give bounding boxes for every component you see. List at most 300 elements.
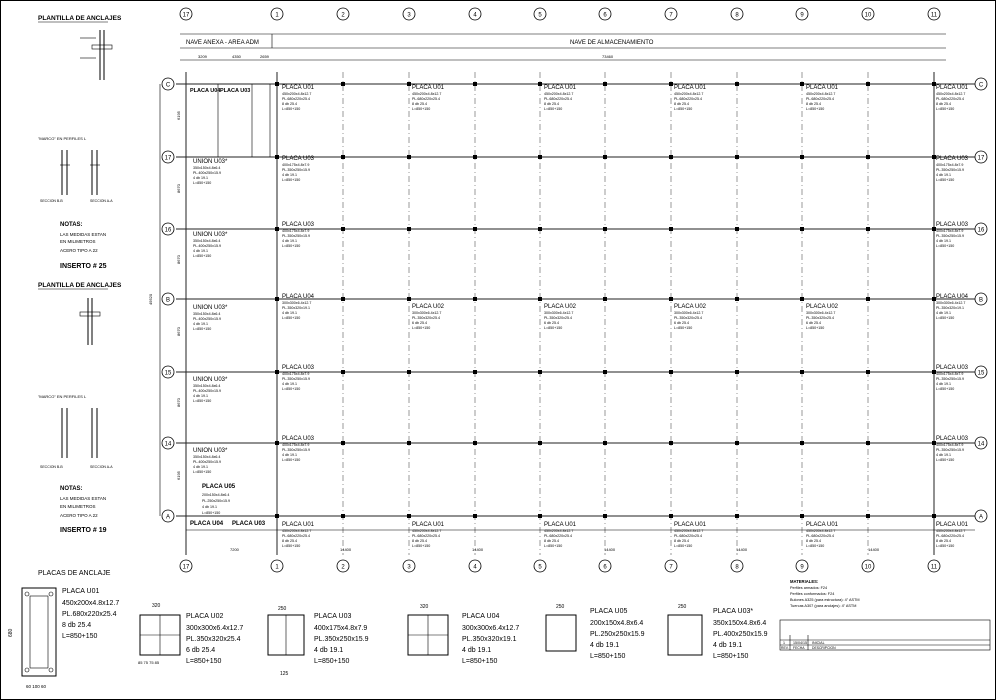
column-node [407,514,411,518]
axis-row-label: 16 [164,227,172,234]
column-node [603,227,607,231]
plate-bottom-title: PLACA U01 [806,522,839,528]
axis-row-label: A [978,514,984,521]
axis-row-label: B [165,297,171,304]
plate-top-title: PLACA U01 [544,85,577,91]
plate-u03-l3: 4 db 19.1 [282,453,297,457]
plate-top-l1: 450x200x4.8x12.7 [544,92,574,96]
plate-u03-l3: 4 db 19.1 [282,239,297,243]
plan-title-1: PLANTILLA DE ANCLAJES [38,15,122,22]
dim-left-total: 49520 [148,293,153,305]
column-node [473,370,477,374]
column-node [735,514,739,518]
plate-u03-l2: PL.350x250x15.9 [282,377,310,381]
plate-u03-r-l3: 4 db 19.1 [936,382,951,386]
column-node [735,155,739,159]
axis-column-label: 11 [930,564,938,571]
dim-bottom: 14400 [868,547,880,552]
legend-item-l1: 300x300x6.4x12.7 [186,625,244,632]
union-l1: 350x150x4.8x6.4 [193,239,221,243]
dim-bottom: 14400 [340,547,352,552]
axis-column-label: 5 [538,12,542,19]
legend-item-l2: PL.680x220x25.4 [62,611,117,618]
legend-dim-320b: 320 [420,604,429,610]
column-node [800,441,804,445]
dim-bottom: 14400 [736,547,748,552]
plate-u03-r-l2: PL.350x250x15.9 [936,377,964,381]
plate-bottom-l1: 450x200x4.8x12.7 [412,529,442,533]
union-l3: 4 db 19.1 [193,249,208,253]
plate-bottom-l4: L=850+150 [282,544,301,548]
axis-row-label: 17 [164,155,172,162]
axis-column-label: 4 [473,12,477,19]
legend-item-l1: 300x300x6.4x12.7 [462,625,520,632]
union-l1: 350x150x4.8x6.4 [193,166,221,170]
column-node [603,441,607,445]
column-node [538,155,542,159]
tb-date: 15/04/15 [793,641,807,645]
plate-u04-r-l2: PL.350x320x19.1 [936,306,964,310]
plate-top-l4: L=850+150 [806,107,825,111]
legend-dim-sub: 60 100 60 [26,684,47,689]
plate-bottom-l2: PL.680x220x25.4 [412,534,440,538]
plate-u03-r-l3: 4 db 19.1 [936,239,951,243]
union-title: UNION U03* [193,305,228,311]
column-node [538,514,542,518]
axis-column-label: 9 [800,12,804,19]
plate-top-l4: L=850+150 [412,107,431,111]
column-node [866,297,870,301]
plate-bottom-l2: PL.680x220x25.4 [544,534,572,538]
axis-row-label: 17 [977,155,985,162]
union-l1: 350x150x4.8x6.4 [193,384,221,388]
plate-top-l2: PL.680x220x25.4 [936,97,964,101]
zone-main-label: NAVE DE ALMACENAMIENTO [570,40,654,46]
plate-u03-l1: 400x175x4.8x7.9 [282,443,310,447]
legend-dim-125: 125 [280,671,289,677]
plate-bottom-l1: 450x200x4.8x12.7 [806,529,836,533]
plate-u03-l1: 400x175x4.8x7.9 [282,163,310,167]
plate-mid-l2: PL.350x320x25.4 [806,316,834,320]
plate-bottom-l4: L=850+150 [674,544,693,548]
annex-u04-label: PLACA U04 [190,88,221,94]
axis-column-label: 17 [182,12,190,19]
plate-top-l4: L=850+150 [936,107,955,111]
union-l2: PL.400x250x15.9 [193,171,221,175]
axis-column-label: 10 [864,564,872,571]
annex-u05-l2: PL.250x250x15.9 [202,499,230,503]
column-node [800,297,804,301]
legend-item-l1: 200x150x4.8x6.4 [590,620,644,627]
plate-u03-r-l4: L=850+150 [936,244,955,248]
axis-column-label: 2 [341,12,345,19]
column-node [800,155,804,159]
plate-u03-l4: L=850+150 [282,387,301,391]
axis-column-label: 3 [407,12,411,19]
dim-top-1: 4350 [232,54,241,59]
column-node [538,297,542,301]
axis-column-label: 4 [473,564,477,571]
column-node [800,370,804,374]
dim-bottom: 14400 [604,547,616,552]
column-node [473,441,477,445]
plate-bottom-l2: PL.680x220x25.4 [674,534,702,538]
plate-u03-l2: PL.350x250x15.9 [282,168,310,172]
column-node [866,514,870,518]
legend-item-l4: L=850+150 [462,658,498,665]
column-node [275,155,279,159]
column-node [669,441,673,445]
note-2b: EN MILIMETROS [60,504,96,509]
column-node [473,82,477,86]
plate-bottom-title: PLACA U01 [282,522,315,528]
plate-u03-r-l2: PL.350x250x15.9 [936,168,964,172]
union-title: UNION U03* [193,448,228,454]
plate-bottom-l1: 450x200x4.8x12.7 [674,529,704,533]
column-node [603,370,607,374]
plate-u03-l3: 4 db 19.1 [282,382,297,386]
plate-top-title: PLACA U01 [282,85,315,91]
legend-item-title: PLACA U05 [590,608,628,615]
plate-top-l3: 8 db 25.4 [674,102,689,106]
plate-u03-title: PLACA U03 [282,436,315,442]
plate-top-title: PLACA U01 [674,85,707,91]
column-node [800,82,804,86]
plate-u03-l1: 400x175x4.8x7.9 [282,372,310,376]
plate-u04-r-l4: L=850+150 [936,316,955,320]
plate-mid-l4: L=850+150 [412,326,431,330]
column-node [735,227,739,231]
plate-u03-title: PLACA U03 [282,222,315,228]
union-l4: L=850+150 [193,399,212,403]
legend-item-l2: PL.400x250x15.9 [713,631,768,638]
plate-u03-l4: L=850+150 [282,244,301,248]
sec-aa-2: SECCION A-A [90,465,113,469]
legend-item-title: PLACA U03* [713,608,754,615]
materials-line-2: Bulones A325 (para estructura): 4" ASTM [790,598,860,602]
axis-row-label: 14 [977,441,985,448]
column-node [866,227,870,231]
plate-u03-l4: L=850+150 [282,178,301,182]
axis-column-label: 2 [341,564,345,571]
plate-bottom-l4: L=850+150 [936,544,955,548]
plate-bottom-l1: 450x200x4.8x12.7 [282,529,312,533]
plate-top-l3: 8 db 25.4 [412,102,427,106]
annex-u04-bottom: PLACA U04 [190,521,224,527]
plate-mid-l1: 300x300x6.4x12.7 [544,311,574,315]
column-node [735,297,739,301]
plate-u03-title: PLACA U03 [282,365,315,371]
axis-column-label: 7 [669,12,673,19]
column-node [341,514,345,518]
plate-u03-r-l1: 400x175x4.8x7.9 [936,163,964,167]
plate-mid-l1: 300x300x6.4x12.7 [806,311,836,315]
plate-bottom-l3: 8 db 25.4 [806,539,821,543]
dim-top-0: 3209 [198,54,207,59]
union-l4: L=850+150 [193,254,212,258]
column-node [275,297,279,301]
plate-bottom-l2: PL.680x220x25.4 [806,534,834,538]
legend-dim-320a: 320 [152,603,161,609]
plate-mid-title: PLACA U02 [806,304,839,310]
column-node [407,227,411,231]
dim-left: 8670 [176,255,181,264]
column-node [407,155,411,159]
sec-bb-1: SECCION B-B [40,199,63,203]
column-node [669,370,673,374]
plate-bottom-l3: 8 db 25.4 [674,539,689,543]
legend-title: PLACAS DE ANCLAJE [38,570,111,577]
plate-bottom-l4: L=850+150 [412,544,431,548]
axis-column-label: 6 [603,564,607,571]
union-title: UNION U03* [193,377,228,383]
column-node [275,441,279,445]
axis-row-label: C [165,82,171,89]
union-l3: 4 db 19.1 [193,176,208,180]
axis-row-label: A [165,514,171,521]
legend-item-l1: 350x150x4.8x6.4 [713,620,767,627]
sheet-border [1,1,996,700]
plate-top-l1: 450x200x4.8x12.7 [806,92,836,96]
column-node [407,82,411,86]
plate-mid-l3: 6 db 25.4 [674,321,689,325]
union-l2: PL.400x250x15.9 [193,389,221,393]
column-node [275,370,279,374]
plate-u03-r-l4: L=850+150 [936,387,955,391]
column-node [275,227,279,231]
axis-column-label: 10 [864,12,872,19]
plate-u03-l3: 4 db 19.1 [282,173,297,177]
plate-top-l3: 8 db 25.4 [806,102,821,106]
plate-u03-l4: L=850+150 [282,458,301,462]
materials-line-0: Perfiles armados: F24 [790,586,828,590]
axis-column-label: 7 [669,564,673,571]
plate-u03-l2: PL.350x250x15.9 [282,234,310,238]
plate-mid-l2: PL.350x320x25.4 [544,316,572,320]
plan-title-2: PLANTILLA DE ANCLAJES [38,282,122,289]
column-node [866,441,870,445]
column-node [735,441,739,445]
plate-mid-l1: 300x300x6.4x12.7 [674,311,704,315]
plate-mid-l2: PL.350x320x25.4 [412,316,440,320]
union-l3: 4 db 19.1 [193,465,208,469]
dim-left: 8670 [176,327,181,336]
plate-mid-l4: L=850+150 [544,326,563,330]
dim-left: 8670 [176,398,181,407]
legend-item-l4: L=850+150 [713,653,749,660]
column-node [538,82,542,86]
plate-top-l3: 8 db 25.4 [282,102,297,106]
tb-desc: INICIAL [812,641,825,645]
plate-bottom-l3: 8 db 25.4 [936,539,951,543]
legend-dim-680: 680 [8,628,14,637]
plate-top-l4: L=850+150 [674,107,693,111]
plate-top-l1: 450x200x4.8x12.7 [936,92,966,96]
plate-u03-r-title: PLACA U03 [936,222,969,228]
union-l2: PL.400x250x15.9 [193,244,221,248]
plate-u03-r-title: PLACA U03 [936,365,969,371]
materials-line-3: Tuercas A307 (para anclajes): 4" ASTM [790,604,857,608]
column-node [538,227,542,231]
plate-u04-title: PLACA U04 [282,294,315,300]
axis-row-label: 16 [977,227,985,234]
zone-annex-label: NAVE ANEXA - AREA ADM [186,40,259,46]
plate-bottom-l1: 450x200x4.8x12.7 [936,529,966,533]
column-node [866,82,870,86]
legend-item-l3: 6 db 25.4 [186,647,216,654]
notas-2: NOTAS: [60,486,83,492]
dim-left: 6195 [176,111,181,120]
column-node [669,227,673,231]
plate-mid-title: PLACA U02 [544,304,577,310]
column-node [275,514,279,518]
axis-row-label: C [978,82,984,89]
plate-bottom-l1: 450x200x4.8x12.7 [544,529,574,533]
column-node [603,82,607,86]
plate-u03-r-title: PLACA U03 [936,156,969,162]
legend-item-l4: L=850+150 [62,633,98,640]
note-1c: ACERO TIPO A 22 [60,248,98,253]
tb-rev: 1 [783,641,785,645]
plate-bottom-title: PLACA U01 [544,522,577,528]
legend-item-l4: L=850+150 [314,658,350,665]
plate-top-l4: L=850+150 [282,107,301,111]
plate-bottom-l3: 8 db 25.4 [544,539,559,543]
plate-top-l3: 8 db 25.4 [544,102,559,106]
column-node [669,82,673,86]
column-node [473,155,477,159]
plate-mid-l3: 6 db 25.4 [412,321,427,325]
axis-column-label: 17 [182,564,190,571]
tb-h1: REV. [781,646,789,650]
plate-bottom-l2: PL.680x220x25.4 [936,534,964,538]
plate-mid-title: PLACA U02 [674,304,707,310]
note-1b: EN MILIMETROS [60,239,96,244]
materials-line-1: Perfiles conformados: F24 [790,592,835,596]
axis-column-label: 8 [735,564,739,571]
legend-dim-250b: 250 [556,604,565,610]
column-node [538,441,542,445]
annex-u05-l4: L=850+150 [202,511,221,515]
plate-u03-r-l1: 400x175x4.8x7.9 [936,229,964,233]
plate-u03-r-l2: PL.350x250x15.9 [936,234,964,238]
plate-bottom-l3: 8 db 25.4 [412,539,427,543]
legend-item-l2: PL.350x320x25.4 [186,636,241,643]
plate-u03-r-title: PLACA U03 [936,436,969,442]
inserto-25: INSERTO # 25 [60,263,107,270]
union-l1: 350x150x4.8x6.4 [193,312,221,316]
axis-column-label: 1 [275,564,279,571]
union-l2: PL.400x250x15.9 [193,317,221,321]
legend-item-title: PLACA U02 [186,613,224,620]
column-node [538,370,542,374]
dim-top-2: 2659 [260,54,269,59]
plate-top-l2: PL.680x220x25.4 [806,97,834,101]
axis-row-label: 15 [977,370,985,377]
plate-top-l3: 8 db 25.4 [936,102,951,106]
column-node [407,370,411,374]
legend-dim-row: 85 75 75 85 [138,660,160,665]
plate-top-l1: 450x200x4.8x12.7 [674,92,704,96]
column-node [473,514,477,518]
dim-left: 6195 [176,471,181,480]
plate-u03-r-l2: PL.350x250x15.9 [936,448,964,452]
column-node [800,227,804,231]
plate-u03-r-l1: 400x175x4.8x7.9 [936,372,964,376]
annex-u03-bottom: PLACA U03 [232,521,266,527]
plate-top-l2: PL.680x220x25.4 [412,97,440,101]
union-l4: L=850+150 [193,327,212,331]
column-node [341,227,345,231]
column-node [341,82,345,86]
legend-item-l3: 4 db 19.1 [462,647,492,654]
column-node [932,514,936,518]
tb-h3: DESCRIPCION [812,646,836,650]
plate-u03-l1: 400x175x4.8x7.9 [282,229,310,233]
plate-u04-l2: PL.350x320x19.1 [282,306,310,310]
plate-mid-l4: L=850+150 [674,326,693,330]
plate-u03-r-l3: 4 db 19.1 [936,453,951,457]
plate-u04-l4: L=850+150 [282,316,301,320]
legend-item-l4: L=850+150 [186,658,222,665]
column-node [341,441,345,445]
legend-item-l3: 4 db 19.1 [590,642,620,649]
plate-top-l2: PL.680x220x25.4 [544,97,572,101]
union-l2: PL.400x250x15.9 [193,460,221,464]
inserto-19: INSERTO # 19 [60,527,107,534]
plate-top-l2: PL.680x220x25.4 [282,97,310,101]
tb-h2: FECHA [793,646,805,650]
plate-u04-l3: 4 db 19.1 [282,311,297,315]
annex-u05-label: PLACA U05 [202,484,236,490]
legend-dim-250: 250 [278,606,287,612]
plate-u03-r-l4: L=850+150 [936,458,955,462]
legend-item-l1: 450x200x4.8x12.7 [62,600,120,607]
plate-mid-l4: L=850+150 [806,326,825,330]
axis-column-label: 5 [538,564,542,571]
sec-bb-2: SECCION B-B [40,465,63,469]
legend-item-l2: PL.350x250x15.9 [314,636,369,643]
plate-top-title: PLACA U01 [936,85,969,91]
plate-bottom-l2: PL.680x220x25.4 [282,534,310,538]
axis-row-label: 14 [164,441,172,448]
column-node [407,297,411,301]
legend-item-l2: PL.250x250x15.9 [590,631,645,638]
notas-1: NOTAS: [60,222,83,228]
column-node [603,155,607,159]
column-node [669,514,673,518]
column-node [341,155,345,159]
plate-u04-r-l3: 4 db 19.1 [936,311,951,315]
column-node [800,514,804,518]
plate-bottom-l3: 8 db 25.4 [282,539,297,543]
dim-bottom: 14400 [472,547,484,552]
materials-title: MATERIALES: [790,579,819,584]
union-title: UNION U03* [193,232,228,238]
axis-column-label: 3 [407,564,411,571]
plate-top-title: PLACA U01 [412,85,445,91]
axis-row-label: 15 [164,370,172,377]
axis-column-label: 11 [930,12,938,19]
union-title: UNION U03* [193,159,228,165]
plate-bottom-title: PLACA U01 [674,522,707,528]
plate-mid-title: PLACA U02 [412,304,445,310]
plate-top-l4: L=850+150 [544,107,563,111]
column-node [473,227,477,231]
column-node [669,155,673,159]
column-node [275,82,279,86]
column-node [866,370,870,374]
